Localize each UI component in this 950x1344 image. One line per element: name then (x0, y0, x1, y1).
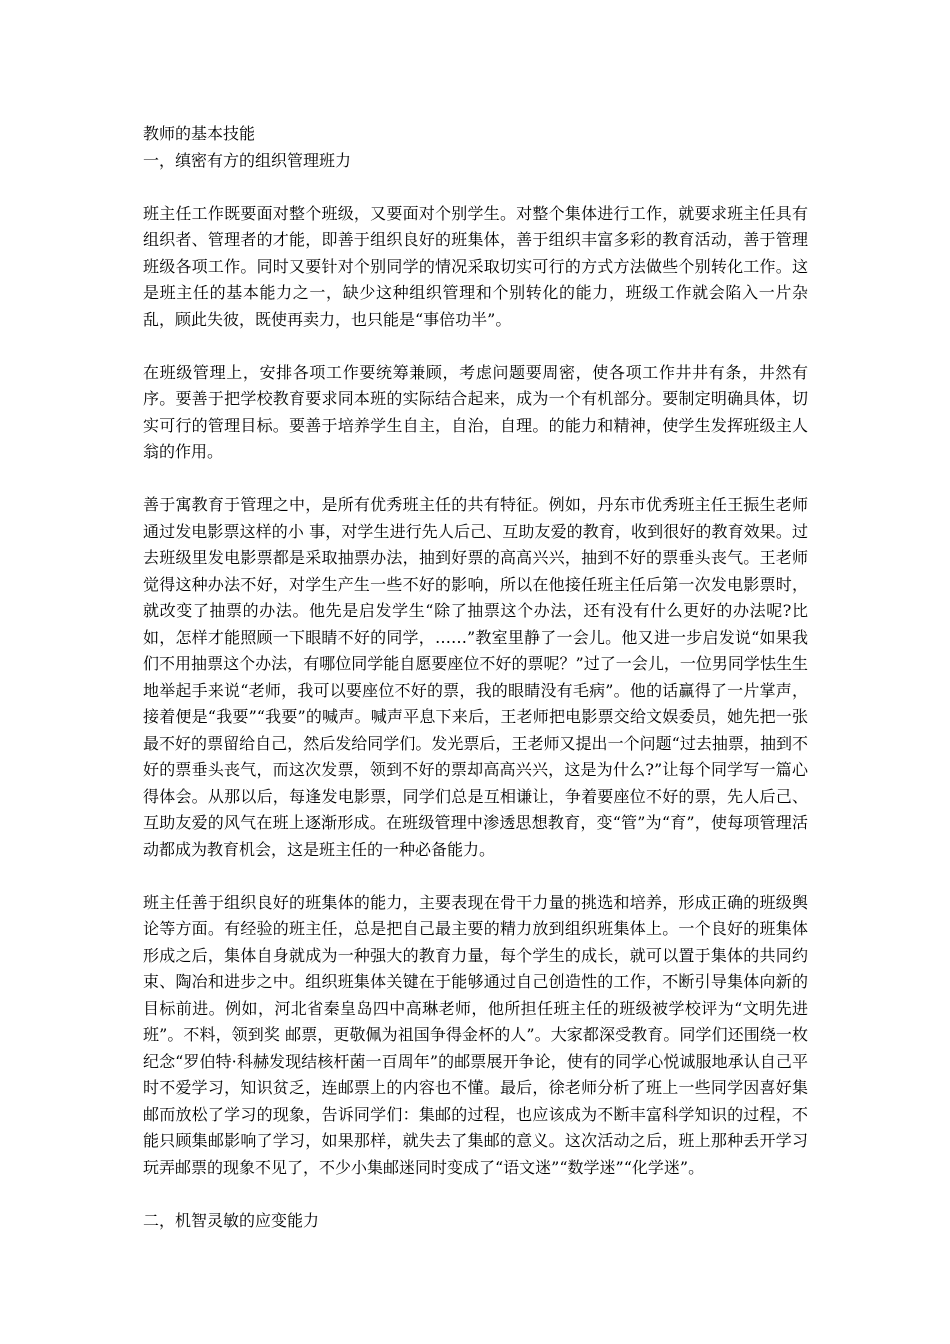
blank-line (143, 333, 808, 360)
blank-line (143, 174, 808, 201)
blank-line (143, 1181, 808, 1208)
paragraph-4: 班主任善于组织良好的班集体的能力，主要表现在骨干力量的挑选和培养，形成正确的班级舆论等方面。有经验的班主任，总是把自己最主要的精力放到组织班集体上。一个良好的班集体形成之后，集体自身就成为一种强大的教育力量，每个学生的成长，就可以置于集体的共同约束、陶冶和进步之中。组织班集体关键在于能够通过自己创造性的工作，不断引导集体向新的目标前进。例如，河北省秦皇岛四中高琳老师，他所担任班主任的班级被学校评为“文明先进班”。不料，领到奖 邮票，更敬佩为祖国争得金杯的人”。大家都深受教育。同学们还围绕一枚纪念“罗伯特·科赫发现结核杆菌一百周年”的邮票展开争论，使有的同学心悦诚服地承认自己平时不爱学习，知识贫乏，连邮票上的内容也不懂。最后，徐老师分析了班上一些同学因喜好集邮而放松了学习的现象，告诉同学们：集邮的过程，也应该成为不断丰富科学知识的过程，不能只顾集邮影响了学习，如果那样，就失去了集邮的意义。这次活动之后，班上那种丢开学习玩弄邮票的现象不见了，不少小集邮迷同时变成了“语文迷”“数学迷”“化学迷”。 (143, 892, 808, 1177)
paragraph-1: 班主任工作既要面对整个班级，又要面对个别学生。对整个集体进行工作，就要求班主任具有组织者、管理者的才能，即善于组织良好的班集体，善于组织丰富多彩的教育活动，善于管理班级各项工作。同时又要针对个别同学的情况采取切实可行的方式方法做些个别转化工作。这是班主任的基本能力之一，缺少这种组织管理和个别转化的能力，班级工作就会陷入一片杂乱，顾此失彼，既使再卖力，也只能是“事倍功半”。 (143, 203, 808, 329)
paragraph-2: 在班级管理上，安排各项工作要统筹兼顾，考虑问题要周密，使各项工作井井有条，井然有序。要善于把学校教育要求同本班的实际结合起来，成为一个有机部分。要制定明确具体，切实可行的管理目标。要善于培养学生自主，自治，自理。的能力和精神，使学生发挥班级主人翁的作用。 (143, 362, 808, 461)
section-heading-2: 二，机智灵敏的应变能力 (143, 1210, 320, 1230)
blank-line (143, 466, 808, 493)
blank-line (143, 863, 808, 890)
paragraph-3: 善于寓教育于管理之中，是所有优秀班主任的共有特征。例如，丹东市优秀班主任王振生老师通过发电影票这样的小 事，对学生进行先人后己、互助友爱的教育，收到很好的教育效果。过去班级里发电影票都是采取抽票办法，抽到好票的高高兴兴，抽到不好的票垂头丧气。王老师觉得这种办法不好，对学生产生一些不好的影响，所以在他接任班主任后第一次发电影票时，就改变了抽票的办法。他先是启发学生“除了抽票这个办法，还有没有什么更好的办法呢?比如，怎样才能照顾一下眼睛不好的同学，……”教室里静了一会儿。他又进一步启发说“如果我们不用抽票这个办法，有哪位同学能自愿要座位不好的票呢？”过了一会儿，一位男同学怯生生地举起手来说“老师，我可以要座位不好的票，我的眼睛没有毛病”。他的话赢得了一片掌声，接着便是“我要”“我要”的喊声。喊声平息下来后，王老师把电影票交给文娱委员，她先把一张最不好的票留给自己，然后发给同学们。发光票后，王老师又提出一个问题“过去抽票，抽到不好的票垂头丧气，而这次发票，领到不好的票却高高兴兴，这是为什么?”让每个同学写一篇心得体会。从那以后，每逢发电影票，同学们总是互相谦让，争着要座位不好的票，先人后己、互助友爱的风气在班上逐渐形成。在班级管理中渗透思想教育，变“管”为“育”，使每项管理活动都成为教育机会，这是班主任的一种必备能力。 (143, 495, 808, 859)
document-title: 教师的基本技能 (143, 124, 256, 143)
section-heading-1: 一，缜密有方的组织管理班力 (143, 150, 352, 170)
document-page (143, 121, 808, 1234)
